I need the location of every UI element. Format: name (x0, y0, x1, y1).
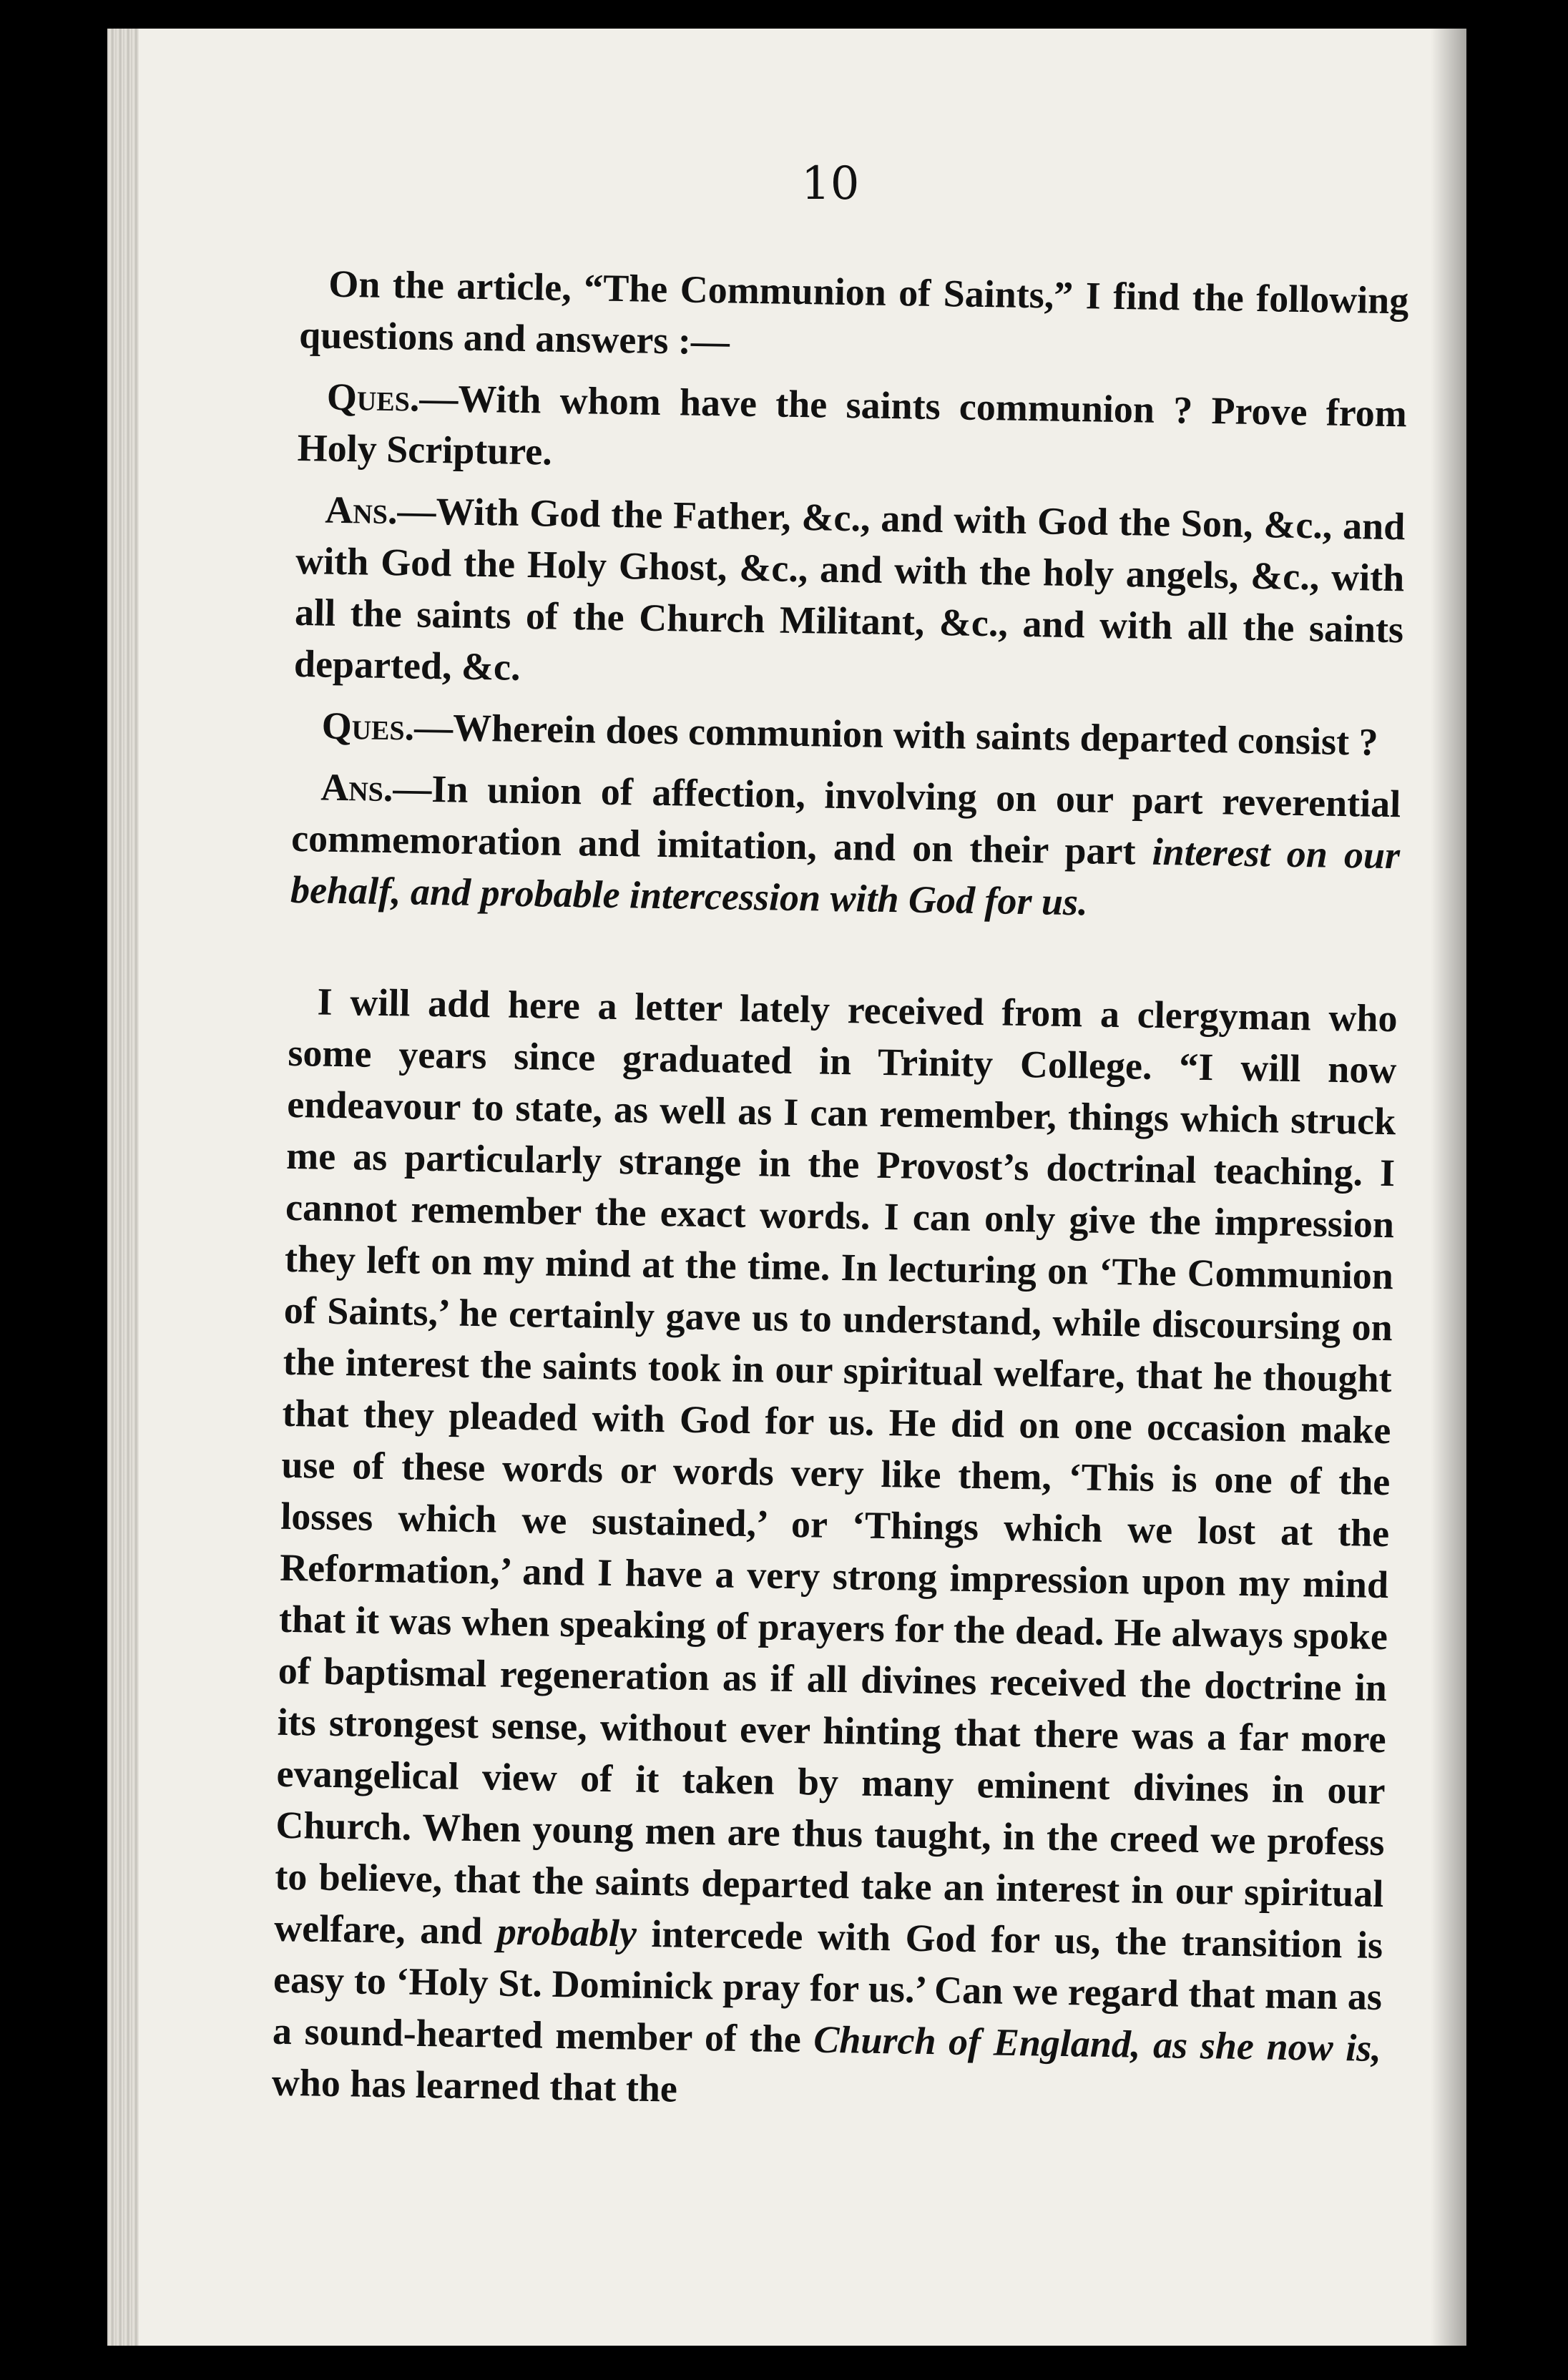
letter-text-c: who has learned that the (271, 2060, 678, 2110)
letter-italic-church: Church of England, as she now is, (813, 2017, 1382, 2070)
answer-text: —In union of affection, involving on our part reverential commemoration and imitation, and on their part (290, 767, 1401, 873)
answer-1 (294, 483, 1406, 707)
answer-text: —With God the Father, &c., and with God the Son, &c., and with God the Holy Ghost, &c., and with the holy angels, &c., with all the saints of the Church Militant, &c., and with all the saints departed, &c. (293, 489, 1406, 689)
page-edges (107, 29, 139, 2346)
question-2 (293, 699, 1402, 768)
letter-text-b: intercede with God for us, the transition is easy to ‘Holy St. Dominick pray for us.’ Can we regard that man as a sound-hearted member of the (272, 1912, 1383, 2061)
answer-label: Ans. (320, 765, 393, 810)
question-text: —With whom have the saints communion ? Prove from Holy Scripture. (297, 376, 1408, 473)
letter-text-a: I will add here a letter lately received from a clergyman who some years since graduated in Trinity College. “I will now endeavour to state, as well as I can remember, things which struck me as particularly strange in the Provost’s doctrinal teaching. I cannot remember the exact words. I can only give the impression they left on my mind at the time. In lecturing on ‘The Communion of Saints,’ he certainly gave us to understand, while discoursing on the interest the saints took in our spiritual welfare, that he thought that they pleaded with God for us. He did on one occasion make use of these words or words very like them, ‘This is one of the losses which we sustained,’ or ‘Things which we lost at the Reformation,’ and I have a very strong impression upon my mind that it was when speaking of prayers for the dead. He always spoke of baptismal regeneration as if all divines received the doctrine in its strongest sense, without ever hinting that there was a far more evangelical view of it taken by many eminent divines in our Church. When young men are thus taught, in the creed we profess to believe, that the saints departed take an interest in our spiritual welfare, and (273, 980, 1398, 1953)
question-text: —Wherein does communion with saints departed consist ? (413, 705, 1379, 764)
letter-italic-probably: probably (496, 1909, 637, 1955)
letter-paragraph (271, 975, 1398, 2125)
paragraph-intro: On the article, “The Communion of Saints,” I find the following questions and answers :— (298, 262, 1409, 363)
answer-italic-text: interest on our behalf, and probable intercession with God for us. (290, 830, 1401, 924)
spine-shadow (1431, 29, 1466, 2346)
question-label: Ques. (321, 704, 415, 749)
page-number: 10 (801, 157, 860, 210)
question-label: Ques. (326, 375, 420, 420)
book-page (107, 29, 1466, 2346)
answer-2 (290, 761, 1401, 933)
body-text (271, 257, 1409, 2135)
answer-label: Ans. (324, 488, 398, 533)
question-1 (297, 370, 1407, 491)
